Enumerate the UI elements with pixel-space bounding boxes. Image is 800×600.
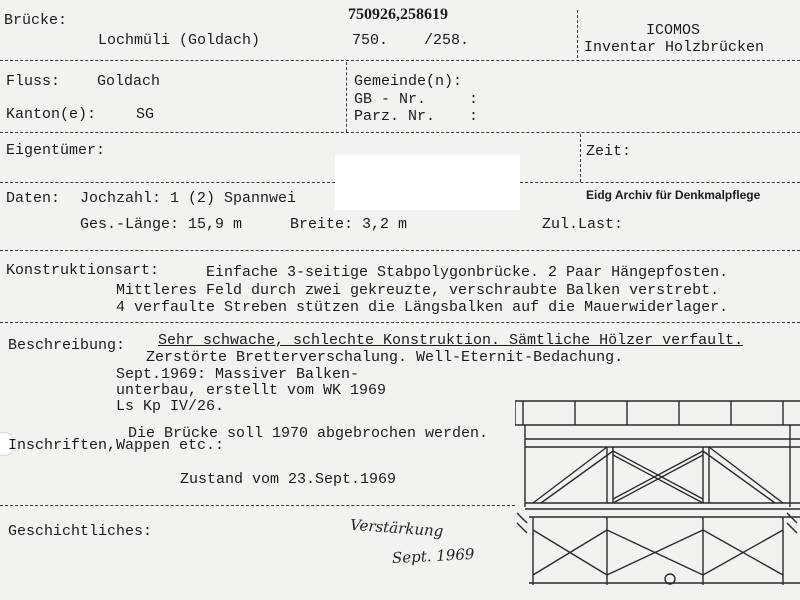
divider (0, 60, 800, 61)
beschreibung-line2: Zerstörte Bretterverschalung. Well-Eternit-Bedachung. (146, 349, 624, 366)
divider (0, 182, 335, 183)
bruecke-label: Brücke: (4, 12, 68, 29)
bruecke-name: Lochmüli (Goldach) (98, 32, 261, 49)
zeit-label: Zeit: (586, 143, 632, 160)
coord-a: 750. (352, 32, 389, 49)
konstruktion-line1: Einfache 3-seitige Stabpolygonbrücke. 2 Paar Hängepfosten. (206, 264, 729, 281)
handwritten-note-2: Sept. 1969 (391, 544, 475, 568)
header-divider (577, 10, 578, 58)
redaction-patch (335, 155, 520, 210)
beschreibung-line1: Sehr schwache, schlechte Konstruktion. Sämtliche Hölzer verfault. (158, 332, 744, 349)
beschreibung-line5: Ls Kp IV/26. (116, 398, 225, 415)
parz-colon: : (469, 108, 479, 125)
divider (0, 322, 800, 323)
gemeinde-label: Gemeinde(n): (354, 73, 463, 90)
archive-stamp: Eidg Archiv für Denkmalpflege (586, 188, 761, 202)
fluss-label: Fluss: (6, 73, 61, 90)
beschreibung-line3: Sept.1969: Massiver Balken- (116, 366, 360, 383)
zeit-divider (580, 134, 581, 182)
parz-label: Parz. Nr. (354, 108, 436, 125)
zul-last: Zul.Last: (542, 216, 624, 233)
fluss-value: Goldach (97, 73, 161, 90)
breite: Breite: 3,2 m (290, 216, 408, 233)
location-divider (346, 62, 347, 132)
jochzahl: Jochzahl: 1 (2) Spannwei (80, 190, 297, 207)
gb-colon: : (469, 91, 479, 108)
zustand-text: Zustand vom 23.Sept.1969 (180, 471, 397, 488)
divider (0, 505, 515, 506)
konstruktion-line3: 4 verfaulte Streben stützen die Längsbalken auf die Mauerwiderlager. (116, 299, 729, 316)
divider (520, 182, 800, 183)
konstruktion-label: Konstruktionsart: (6, 262, 160, 279)
stamp-id: 750926,258619 (348, 6, 448, 23)
beschreibung-label: Beschreibung: (8, 337, 126, 354)
kanton-value: SG (136, 106, 155, 123)
daten-label: Daten: (6, 190, 61, 207)
ges-laenge: Ges.-Länge: 15,9 m (80, 216, 243, 233)
icomos-subtitle: Inventar Holzbrücken (584, 39, 765, 56)
inschriften-label: Inschriften,Wappen etc.: (8, 437, 225, 454)
beschreibung-line4: unterbau, erstellt vom WK 1969 (116, 382, 387, 399)
bridge-drawing (515, 395, 800, 595)
konstruktion-line2: Mittleres Feld durch zwei gekreuzte, verschraubte Balken verstrebt. (116, 282, 720, 299)
gb-label: GB - Nr. (354, 91, 427, 108)
beschreibung-line6: Die Brücke soll 1970 abgebrochen werden. (128, 425, 489, 442)
eigentuemer-label: Eigentümer: (6, 142, 106, 159)
divider (0, 132, 800, 133)
coord-b: /258. (424, 32, 470, 49)
divider (0, 250, 800, 251)
icomos-title: ICOMOS (646, 22, 701, 39)
kanton-label: Kanton(e): (6, 106, 97, 123)
handwritten-note-1: Verstärkung (349, 515, 444, 541)
geschichtliches-label: Geschichtliches: (8, 523, 153, 540)
